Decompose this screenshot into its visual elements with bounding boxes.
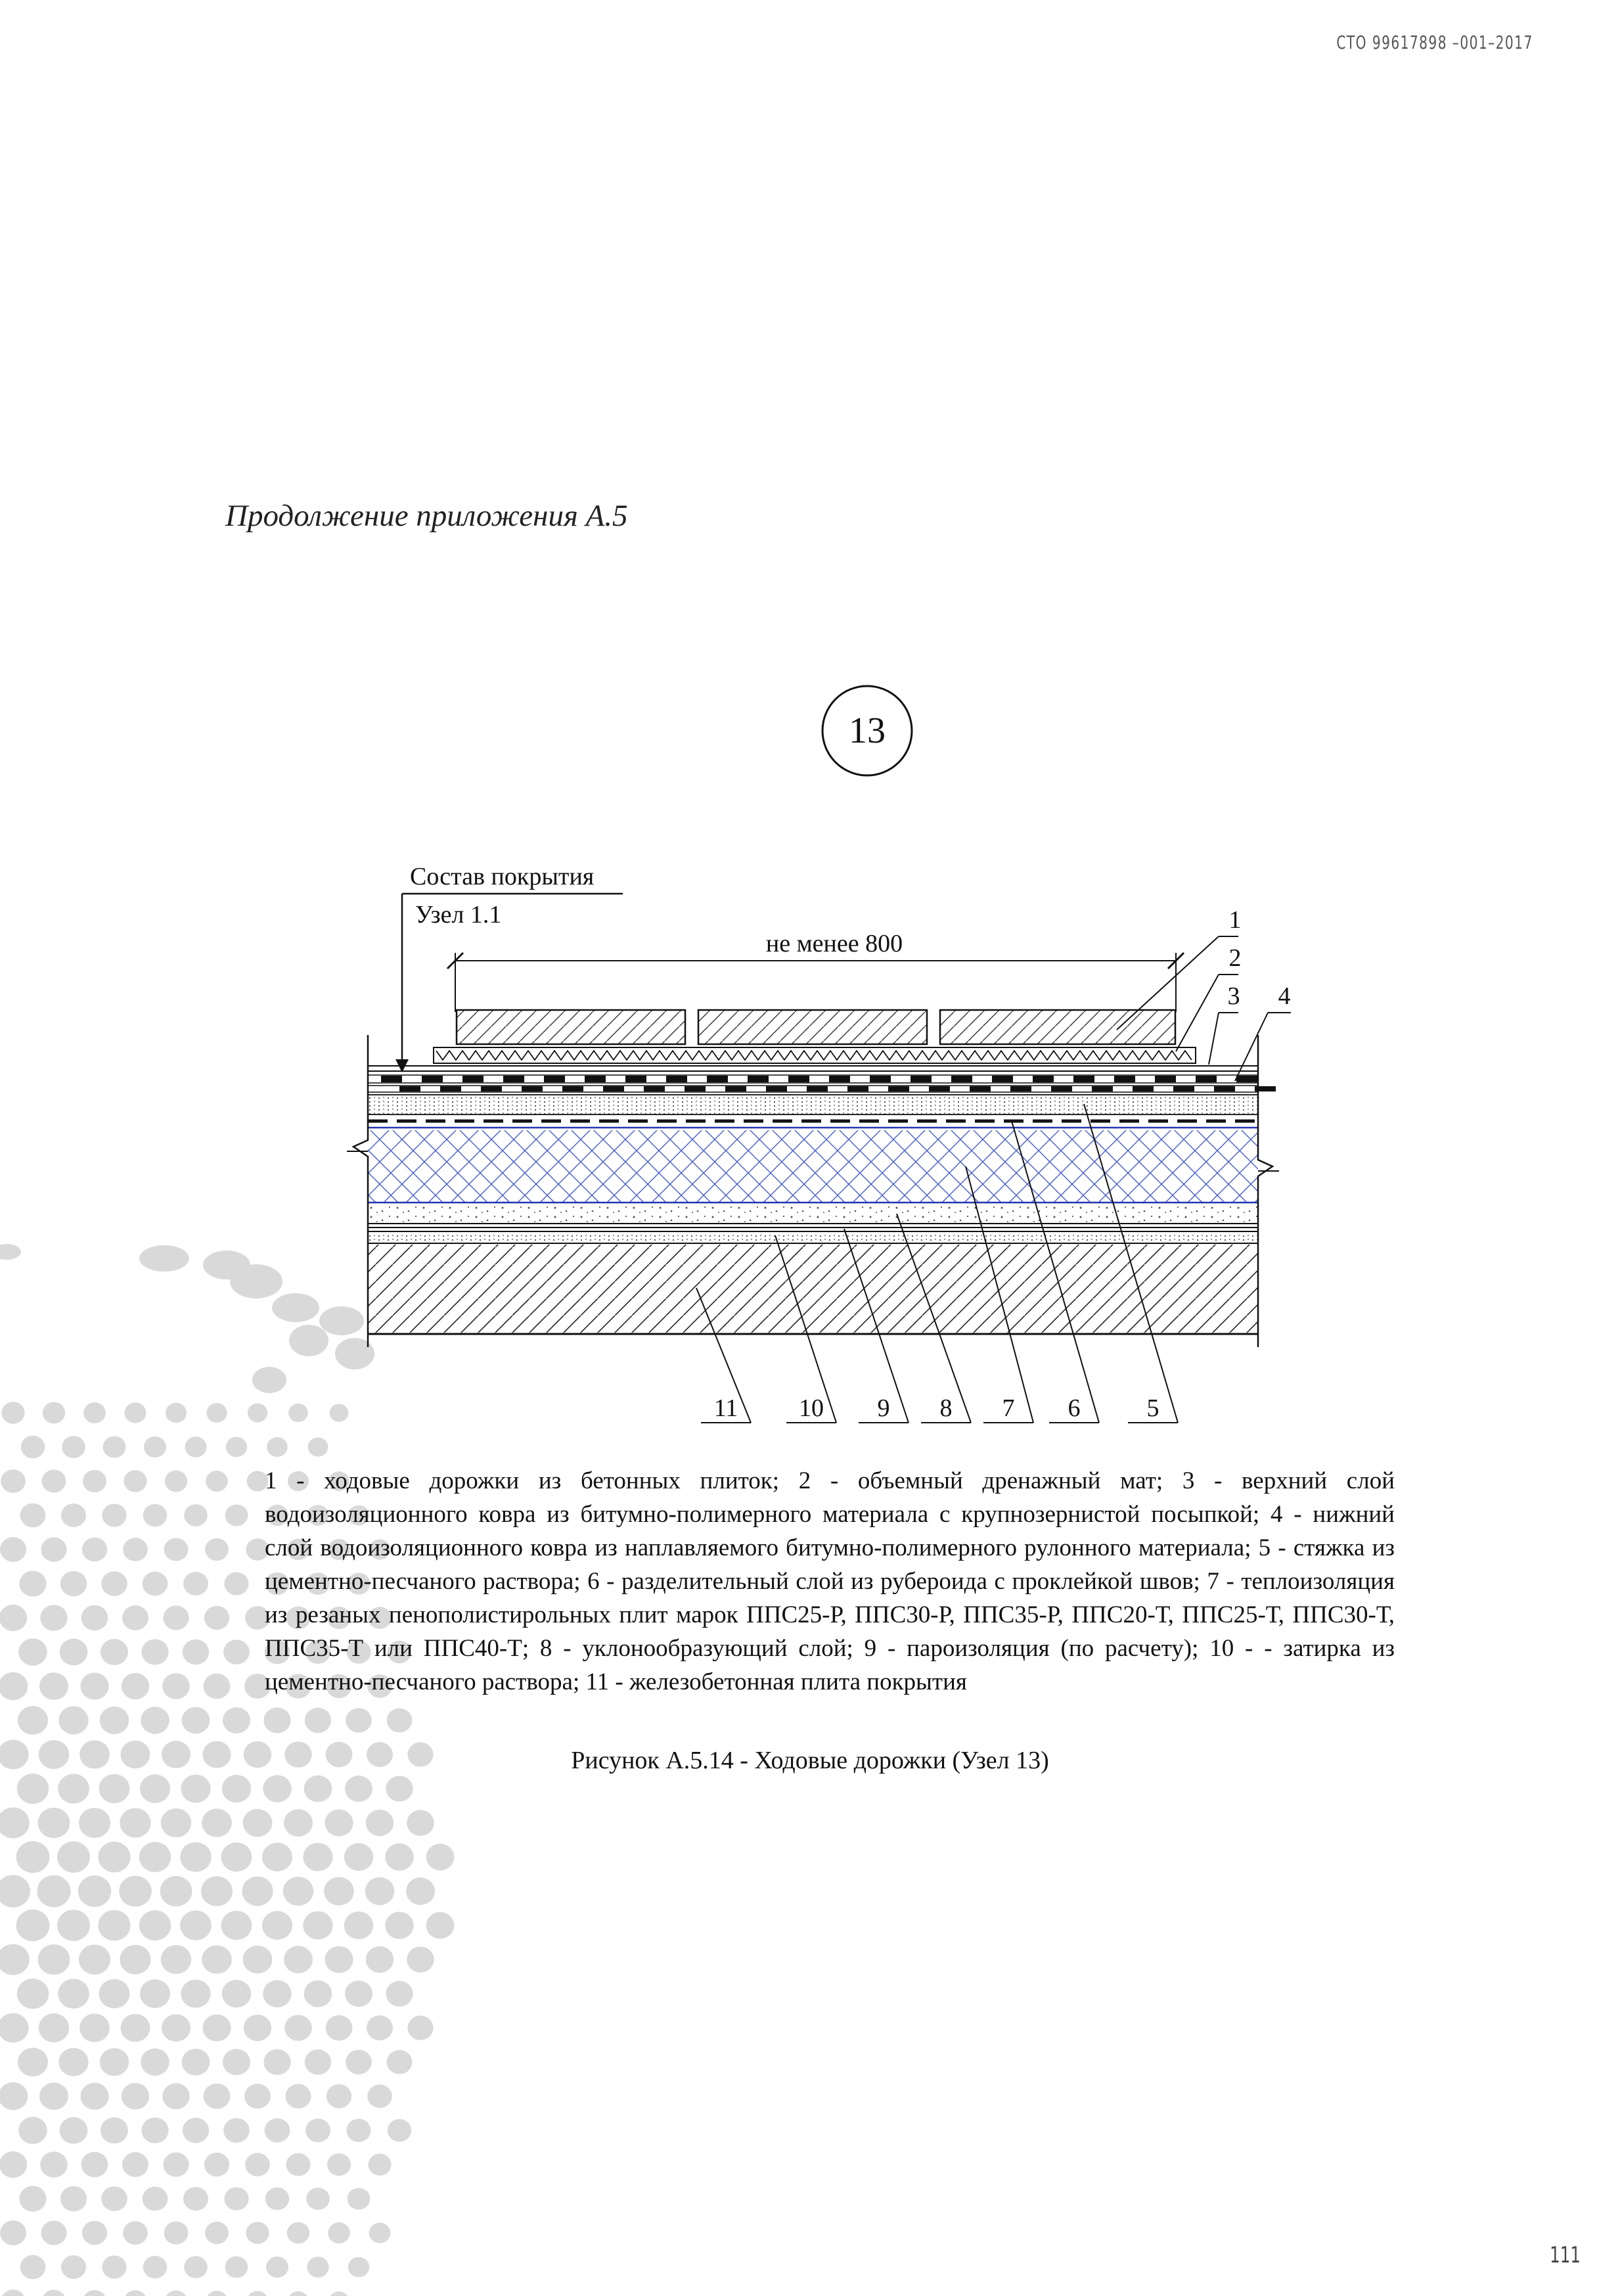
callout-label-5: 5 bbox=[1146, 1394, 1159, 1422]
waterproofing-block bbox=[911, 1076, 932, 1082]
callout-leader bbox=[1176, 975, 1219, 1051]
node-number: 13 bbox=[849, 710, 886, 751]
waterproofing-block bbox=[644, 1086, 665, 1091]
document-code: СТО 99617898 –001–2017 bbox=[1336, 32, 1533, 53]
waterproofing-block bbox=[585, 1076, 606, 1082]
layer-1-concrete-tiles bbox=[457, 1010, 1175, 1044]
callout-label-11: 11 bbox=[713, 1394, 738, 1422]
waterproofing-block bbox=[1196, 1076, 1217, 1082]
waterproofing-block bbox=[422, 1076, 443, 1082]
callout-label-1: 1 bbox=[1228, 906, 1242, 934]
waterproofing-block bbox=[503, 1076, 524, 1082]
callout-label-7: 7 bbox=[1002, 1394, 1015, 1422]
node-number-marker bbox=[822, 686, 912, 775]
waterproofing-block bbox=[399, 1086, 420, 1091]
callout-label-9: 9 bbox=[877, 1394, 890, 1422]
dimension-line bbox=[447, 930, 1184, 1012]
callout-label-6: 6 bbox=[1068, 1394, 1081, 1422]
node-label: Узел 1.1 bbox=[415, 901, 502, 929]
callout-label-2: 2 bbox=[1228, 944, 1242, 972]
layer-8-slope bbox=[368, 1204, 1258, 1224]
waterproofing-block bbox=[970, 1086, 991, 1091]
layer-7-insulation bbox=[368, 1130, 1258, 1203]
waterproofing-block bbox=[1173, 1086, 1194, 1091]
waterproofing-block bbox=[462, 1076, 484, 1082]
composition-label: Состав покрытия bbox=[410, 863, 595, 890]
figure-caption: Рисунок А.5.14 - Ходовые дорожки (Узел 13) bbox=[571, 1747, 1049, 1774]
waterproofing-block bbox=[562, 1086, 583, 1091]
continuation-title: Продолжение приложения А.5 bbox=[225, 499, 628, 533]
dimension-label: не менее 800 bbox=[765, 930, 903, 957]
waterproofing-block bbox=[1092, 1086, 1113, 1091]
legend-text: 1 - ходовые дорожки из бетонных плиток; 2 - объемный дренажный мат; 3 - верхний слой водоизоляционного ковра из битумно-полимерного материала с крупнозернистой посыпкой; 4 - нижний слой водоизоляционного ковра из наплавляемого битумно-полимерного рулонного материала; 5 - стяжка из цементно-песчаного раствора; 6 - разделительный слой из рубероида с проклейкой швов; 7 - теплоизоляция из резаных пенополистирольных плит марок ППС25-Р, ППС30-Р, ППС35-Р, ППС20-Т, ППС25-Т, ППС30-Т, ППС35-Т или ППС40-Т; 8 - уклонообразующий слой; 9 - пароизоляция (по расчету); 10 - - затирка из цементно-песчаного раствора; 11 - железобетонная плита покрытия bbox=[265, 1467, 1395, 1695]
waterproofing-block bbox=[481, 1086, 502, 1091]
waterproofing-block bbox=[829, 1076, 850, 1082]
waterproofing-block bbox=[666, 1076, 687, 1082]
waterproofing-block bbox=[847, 1086, 868, 1091]
waterproofing-block bbox=[625, 1076, 646, 1082]
layer-2-drainage-mat bbox=[434, 1047, 1196, 1063]
waterproofing-block bbox=[929, 1086, 950, 1091]
waterproofing-block bbox=[440, 1086, 461, 1091]
layers-3-4-waterproofing bbox=[368, 1066, 1276, 1092]
waterproofing-block bbox=[1133, 1086, 1154, 1091]
waterproofing-block bbox=[1051, 1086, 1072, 1091]
waterproofing-block bbox=[1010, 1086, 1031, 1091]
callout-label-10: 10 bbox=[799, 1394, 824, 1422]
waterproofing-block bbox=[603, 1086, 624, 1091]
layer-9-vapour-barrier bbox=[368, 1228, 1258, 1231]
waterproofing-block bbox=[748, 1076, 769, 1082]
waterproofing-block bbox=[1236, 1076, 1257, 1082]
waterproofing-block bbox=[522, 1086, 543, 1091]
waterproofing-block bbox=[1214, 1086, 1235, 1091]
waterproofing-block bbox=[870, 1076, 891, 1082]
waterproofing-block bbox=[951, 1076, 972, 1082]
waterproofing-block bbox=[1033, 1076, 1054, 1082]
waterproofing-block bbox=[766, 1086, 787, 1091]
waterproofing-block bbox=[685, 1086, 706, 1091]
waterproofing-block bbox=[544, 1076, 565, 1082]
waterproofing-block bbox=[725, 1086, 746, 1091]
callout-label-4: 4 bbox=[1278, 982, 1291, 1010]
callout-label-3: 3 bbox=[1227, 982, 1240, 1010]
waterproofing-block bbox=[1073, 1076, 1094, 1082]
callout-label-8: 8 bbox=[939, 1394, 953, 1422]
waterproofing-block bbox=[888, 1086, 909, 1091]
waterproofing-block bbox=[381, 1076, 402, 1082]
layer-6-separating bbox=[368, 1121, 1258, 1128]
layer-11-rc-slab bbox=[368, 1245, 1258, 1334]
layer-5-screed bbox=[368, 1095, 1258, 1114]
waterproofing-block bbox=[788, 1076, 809, 1082]
waterproofing-block bbox=[707, 1076, 728, 1082]
waterproofing-block bbox=[1114, 1076, 1135, 1082]
waterproofing-block bbox=[1155, 1076, 1176, 1082]
waterproofing-block bbox=[807, 1086, 828, 1091]
waterproofing-block bbox=[992, 1076, 1013, 1082]
page-number: 111 bbox=[1550, 2242, 1581, 2268]
callout-leader bbox=[1209, 1013, 1219, 1065]
